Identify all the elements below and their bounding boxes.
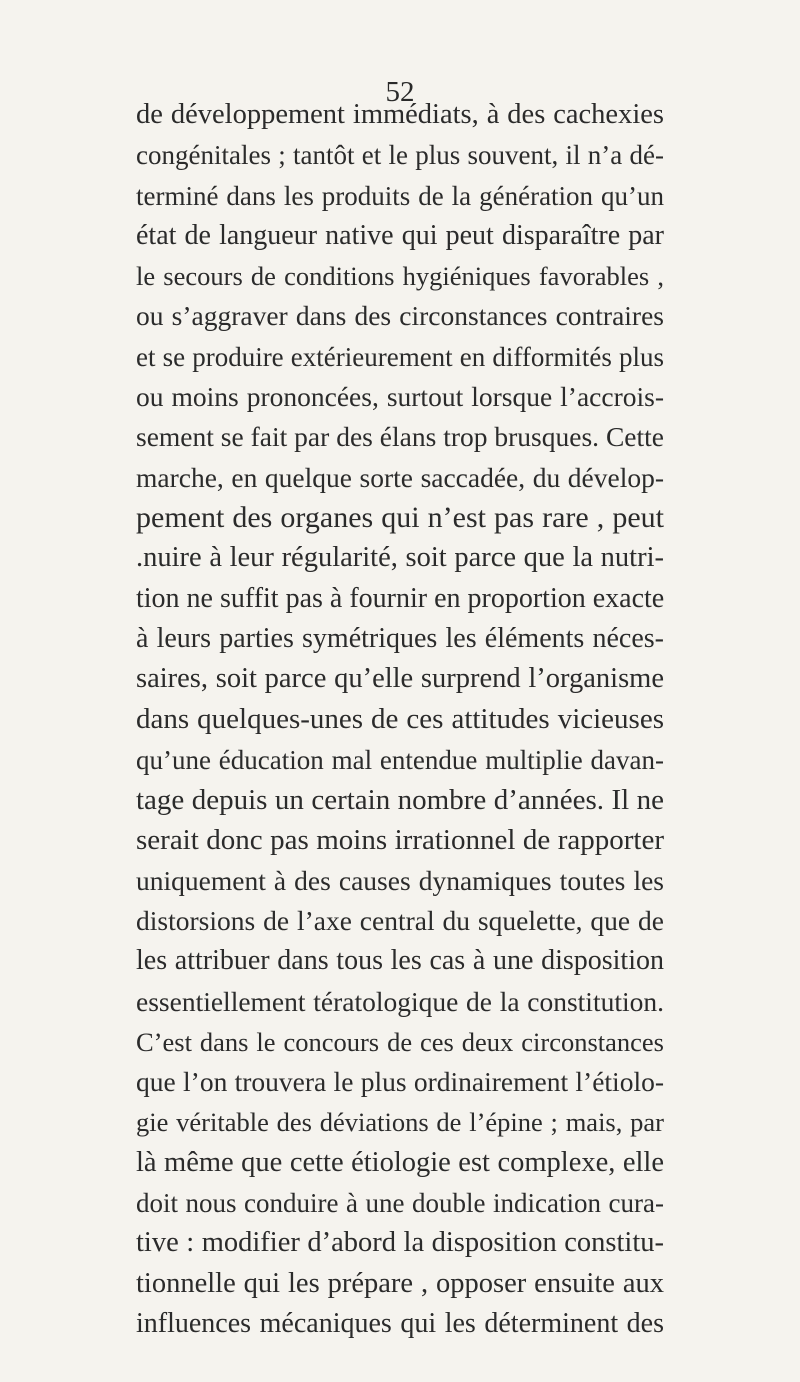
text-line: à leurs parties symétriques les éléments néces- [136,622,664,654]
text-line: pement des organes qui n’est pas rare , peut [136,500,664,534]
text-line: C’est dans le concours de ces deux circonstances [136,1026,664,1057]
text-line: serait donc pas moins irrationnel de rapporter [136,824,664,857]
text-line: tive : modifier d’abord la disposition constitu- [136,1227,664,1259]
text-line: .nuire à leur régularité, soit parce que la nutri- [136,542,664,574]
text-line: essentiellement tératologique de la constitution. [136,985,664,1017]
text-line: qu’une éducation mal entendue multiplie davan- [136,744,664,775]
text-line: congénitales ; tantôt et le plus souvent, il n’a dé- [136,140,664,171]
text-line: ou s’aggraver dans des circonstances contraires [136,300,664,332]
text-line: saires, soit parce qu’elle surprend l’organisme [136,663,664,695]
text-line: tionnelle qui les prépare , opposer ensuite aux [136,1267,664,1299]
text-line: état de langueur native qui peut disparaître par [136,219,664,251]
body-text [136,95,664,1344]
text-line: et se produire extérieurement en difformités plus [136,341,664,372]
text-line: tage depuis un certain nombre d’années. Il ne [136,784,664,817]
text-line: dans quelques-unes de ces attitudes vicieuses [136,703,664,736]
text-line: doit nous conduire à une double indication cura- [136,1188,664,1219]
text-line: influences mécaniques qui les déterminent des [136,1307,664,1339]
text-line: les attribuer dans tous les cas à une disposition [136,945,664,977]
text-line: uniquement à des causes dynamiques toutes les [136,864,664,896]
text-line: sement se fait par des élans trop brusques. Cette [136,421,664,453]
text-line: que l’on trouvera le plus ordinairement l’étiolo- [136,1066,664,1098]
text-line: là même que cette étiologie est complexe, elle [136,1146,664,1178]
text-line: gie véritable des déviations de l’épine ; mais, par [136,1107,664,1138]
text-line: de développement immédiats, à des cachexies [136,99,664,130]
text-line: distorsions de l’axe central du squelette, que de [136,904,664,936]
text-line: ou moins prononcées, surtout lorsque l’accrois- [136,381,664,413]
text-line: marche, en quelque sorte saccadée, du dévelop- [136,461,664,493]
text-line: terminé dans les produits de la génération qu’un [136,180,664,211]
page-number: 52 [385,76,415,108]
text-line: tion ne suffit pas à fournir en proportion exacte [136,582,665,614]
text-line: le secours de conditions hygiéniques favorables , [136,261,664,292]
